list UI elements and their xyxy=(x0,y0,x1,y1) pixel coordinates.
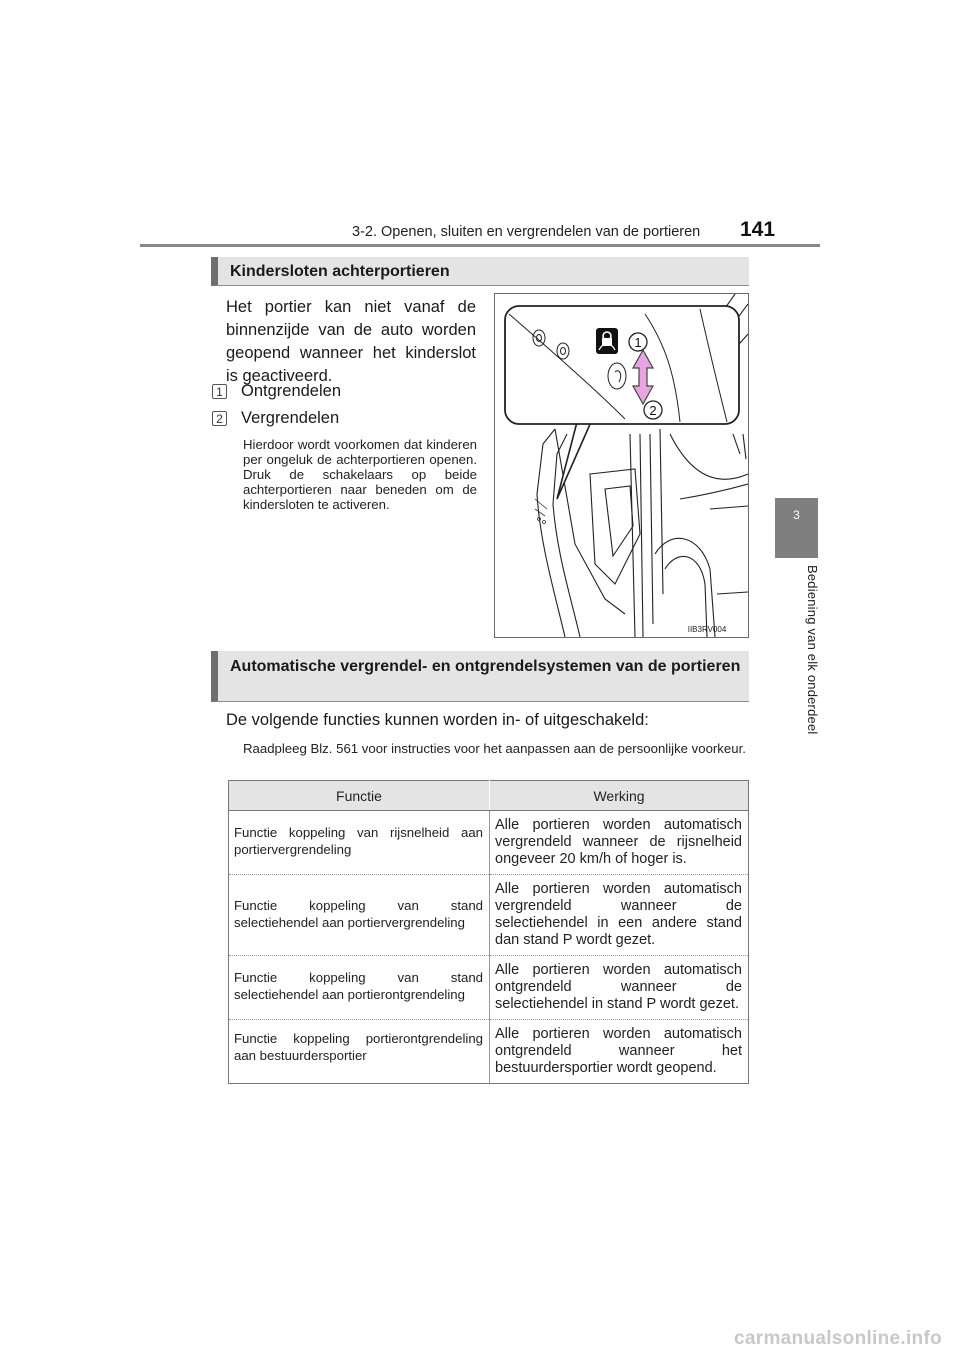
section-heading-auto-lock: Automatische vergrendel- en ontgrendelsystemen van de portieren xyxy=(211,651,749,702)
function-cell: Functie koppeling van rijsnelheid aan portiervergrendeling xyxy=(229,811,490,875)
table-header-row xyxy=(229,781,749,811)
child-lock-icon xyxy=(596,328,618,354)
column-header-function: Functie xyxy=(229,781,490,811)
section-heading-child-locks: Kindersloten achterportieren xyxy=(211,257,749,286)
chapter-title: Bediening van elk onderdeel xyxy=(805,565,820,735)
list-item xyxy=(212,409,339,428)
reference-note: Raadpleeg Blz. 561 voor instructies voor het aanpassen aan de persoonlijke voorkeur. xyxy=(243,741,746,756)
operation-cell: Alle portieren worden automatisch vergrendeld wanneer de rijsnelheid ongeveer 20 km/h of hoger is. xyxy=(490,811,749,875)
step-badge: 1 xyxy=(212,384,227,399)
page-number: 141 xyxy=(740,218,776,241)
column-header-operation: Werking xyxy=(490,781,749,811)
running-header: 3-2. Openen, sluiten en vergrendelen van de portieren xyxy=(352,224,701,240)
function-cell: Functie koppeling van stand selectiehendel aan portiervergrendeling xyxy=(229,875,490,956)
list-item xyxy=(212,382,341,401)
callout-2: 2 xyxy=(649,403,657,418)
table-row xyxy=(229,875,749,956)
rear-door-illustration xyxy=(495,294,748,637)
table-row xyxy=(229,811,749,875)
function-cell: Functie koppeling portierontgrendeling aan bestuurdersportier xyxy=(229,1020,490,1084)
chapter-tab xyxy=(775,498,818,558)
chapter-number: 3 xyxy=(793,508,800,522)
figure-code: IIB3RV004 xyxy=(687,625,727,634)
child-lock-figure xyxy=(494,293,749,638)
item-label: Vergrendelen xyxy=(241,409,340,427)
header-divider xyxy=(140,244,820,247)
table-row xyxy=(229,1020,749,1084)
operation-cell: Alle portieren worden automatisch ontgrendeld wanneer de selectiehendel in stand P wordt gezet. xyxy=(490,956,749,1020)
operation-cell: Alle portieren worden automatisch ontgrendeld wanneer het bestuurdersportier wordt geopend. xyxy=(490,1020,749,1084)
watermark: carmanualsonline.info xyxy=(734,1328,942,1349)
function-cell: Functie koppeling van stand selectiehendel aan portierontgrendeling xyxy=(229,956,490,1020)
item-label: Ontgrendelen xyxy=(241,382,341,400)
child-lock-note: Hierdoor wordt voorkomen dat kinderen per ongeluk de achterportieren openen. Druk de schakelaars op beide achterportieren naar beneden om de kindersloten te activeren. xyxy=(243,437,477,512)
operation-cell: Alle portieren worden automatisch vergrendeld wanneer de selectiehendel in een andere stand dan stand P wordt gezet. xyxy=(490,875,749,956)
child-lock-intro: Het portier kan niet vanaf de binnenzijde van de auto worden geopend wanneer het kinderslot is geactiveerd. xyxy=(226,298,476,385)
table-row xyxy=(229,956,749,1020)
callout-1: 1 xyxy=(634,335,642,350)
functions-intro: De volgende functies kunnen worden in- of uitgeschakeld: xyxy=(226,711,649,729)
functions-table xyxy=(228,780,749,1084)
step-badge: 2 xyxy=(212,411,227,426)
